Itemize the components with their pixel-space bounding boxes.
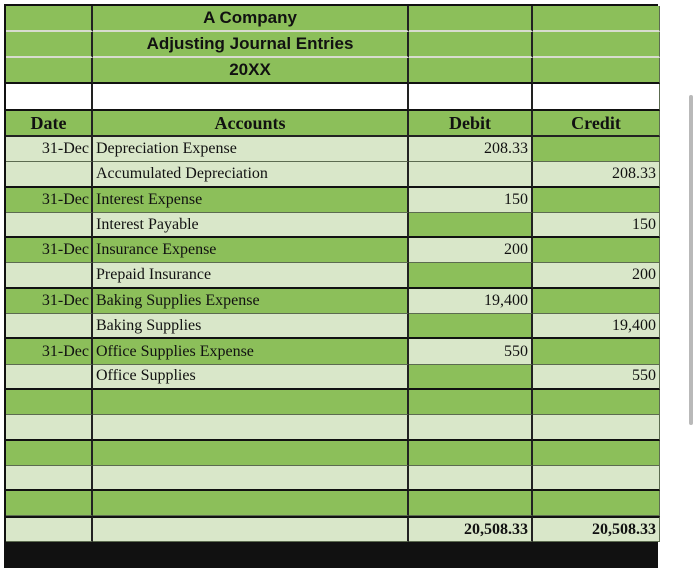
entry-debit[interactable]: 550 <box>409 339 533 364</box>
entry-credit[interactable]: 550 <box>533 365 660 390</box>
empty-cell[interactable] <box>6 491 93 516</box>
entry-date[interactable]: 31-Dec <box>6 137 93 162</box>
vertical-scrollbar[interactable] <box>689 95 693 425</box>
header-blank-cell[interactable] <box>6 6 93 32</box>
report-period[interactable]: 20XX <box>93 58 409 84</box>
empty-cell[interactable] <box>93 415 409 440</box>
spacer-cell[interactable] <box>533 84 660 111</box>
entry-date[interactable] <box>6 314 93 339</box>
entry-account[interactable]: Baking Supplies Expense <box>93 289 409 314</box>
entry-account[interactable]: Depreciation Expense <box>93 137 409 162</box>
entry-debit[interactable]: 208.33 <box>409 137 533 162</box>
empty-cell[interactable] <box>533 466 660 491</box>
entry-credit[interactable]: 19,400 <box>533 314 660 339</box>
entry-account[interactable]: Insurance Expense <box>93 238 409 263</box>
entry-credit[interactable] <box>533 339 660 364</box>
entry-debit[interactable]: 19,400 <box>409 289 533 314</box>
total-debit[interactable]: 20,508.33 <box>409 516 533 541</box>
empty-cell[interactable] <box>93 390 409 415</box>
entry-account[interactable]: Prepaid Insurance <box>93 263 409 288</box>
entry-date[interactable]: 31-Dec <box>6 238 93 263</box>
empty-cell[interactable] <box>6 415 93 440</box>
entry-account[interactable]: Interest Expense <box>93 188 409 213</box>
entry-date[interactable] <box>6 263 93 288</box>
empty-cell[interactable] <box>409 390 533 415</box>
empty-cell[interactable] <box>533 491 660 516</box>
empty-cell[interactable] <box>6 390 93 415</box>
empty-cell[interactable] <box>409 441 533 466</box>
header-blank-cell[interactable] <box>533 32 660 58</box>
entry-credit[interactable]: 200 <box>533 263 660 288</box>
header-blank-cell[interactable] <box>409 32 533 58</box>
header-blank-cell[interactable] <box>533 58 660 84</box>
header-blank-cell[interactable] <box>533 6 660 32</box>
entry-debit[interactable] <box>409 365 533 390</box>
empty-cell[interactable] <box>93 491 409 516</box>
empty-cell[interactable] <box>533 390 660 415</box>
spacer-cell[interactable] <box>409 84 533 111</box>
entry-credit[interactable] <box>533 137 660 162</box>
column-header-debit[interactable]: Debit <box>409 111 533 137</box>
empty-cell[interactable] <box>93 441 409 466</box>
entry-date[interactable]: 31-Dec <box>6 339 93 364</box>
entry-credit[interactable]: 150 <box>533 213 660 238</box>
entry-account[interactable]: Office Supplies <box>93 365 409 390</box>
entry-date[interactable]: 31-Dec <box>6 289 93 314</box>
entry-date[interactable] <box>6 213 93 238</box>
empty-cell[interactable] <box>93 466 409 491</box>
entry-account[interactable]: Baking Supplies <box>93 314 409 339</box>
entry-debit[interactable] <box>409 263 533 288</box>
header-blank-cell[interactable] <box>6 32 93 58</box>
entry-date[interactable] <box>6 162 93 187</box>
entry-debit[interactable] <box>409 213 533 238</box>
entry-credit[interactable] <box>533 238 660 263</box>
column-header-accounts[interactable]: Accounts <box>93 111 409 137</box>
entry-date[interactable] <box>6 365 93 390</box>
header-blank-cell[interactable] <box>6 58 93 84</box>
totals-blank-cell[interactable] <box>93 516 409 541</box>
header-blank-cell[interactable] <box>409 58 533 84</box>
entry-credit[interactable] <box>533 289 660 314</box>
empty-cell[interactable] <box>409 491 533 516</box>
empty-cell[interactable] <box>6 466 93 491</box>
entry-account[interactable]: Office Supplies Expense <box>93 339 409 364</box>
entry-account[interactable]: Accumulated Depreciation <box>93 162 409 187</box>
empty-cell[interactable] <box>409 466 533 491</box>
column-header-credit[interactable]: Credit <box>533 111 660 137</box>
entry-debit[interactable]: 200 <box>409 238 533 263</box>
entry-debit[interactable]: 150 <box>409 188 533 213</box>
empty-cell[interactable] <box>409 415 533 440</box>
empty-cell[interactable] <box>533 415 660 440</box>
empty-cell[interactable] <box>6 441 93 466</box>
column-header-date[interactable]: Date <box>6 111 93 137</box>
report-title[interactable]: Adjusting Journal Entries <box>93 32 409 58</box>
header-blank-cell[interactable] <box>409 6 533 32</box>
spacer-cell[interactable] <box>93 84 409 111</box>
company-name[interactable]: A Company <box>93 6 409 32</box>
totals-blank-cell[interactable] <box>6 516 93 541</box>
entry-debit[interactable] <box>409 162 533 187</box>
journal-sheet <box>4 4 658 568</box>
entry-credit[interactable] <box>533 188 660 213</box>
total-credit[interactable]: 20,508.33 <box>533 516 660 541</box>
entry-date[interactable]: 31-Dec <box>6 188 93 213</box>
entry-account[interactable]: Interest Payable <box>93 213 409 238</box>
spacer-cell[interactable] <box>6 84 93 111</box>
empty-cell[interactable] <box>533 441 660 466</box>
entry-credit[interactable]: 208.33 <box>533 162 660 187</box>
entry-debit[interactable] <box>409 314 533 339</box>
